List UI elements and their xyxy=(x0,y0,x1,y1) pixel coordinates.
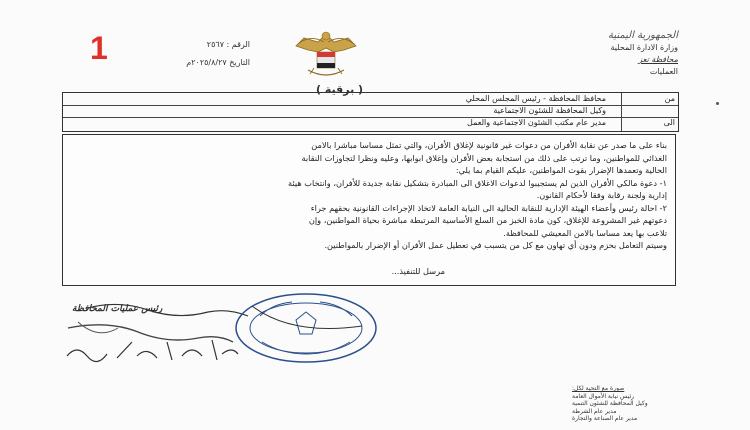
cc-line: مدير عام الشرطة xyxy=(572,407,617,415)
from-line-1: محافظ المحافظة - رئيس المجلس المحلي xyxy=(465,94,606,103)
body-line: دعوتهم غير المشروعة للإغلاق، كون مادة الخبز من السلع الأساسية المرتبطة مباشرة بحياة المواطنين، وإن xyxy=(308,215,667,225)
page-number-marker: 1 xyxy=(90,30,108,66)
body-line: وسيتم التعامل بحزم ودون أي تهاون مع كل من يتسبب في تعطيل عمل الأفران أو الإضرار بالمواطنين. xyxy=(324,240,667,250)
ministry-label: وزارة الادارة المحلية xyxy=(610,43,678,52)
body-line: ١- دعوة مالكي الأفران الذين لم يستجيبوا لدعوات الاغلاق الى المبادرة بتشكيل نقابة جديدة للأفران، وانتخاب هيئة xyxy=(288,177,667,188)
governorate-label: محافظة تعز xyxy=(638,55,678,64)
signatory-title: رئيس عمليات المحافظة xyxy=(72,304,163,314)
from-line-2: وكيل المحافظة للشئون الاجتماعية xyxy=(493,106,606,115)
cc-line: مدير عام الصناعة والتجارة xyxy=(572,415,638,422)
handwritten-date-icon xyxy=(62,336,242,366)
cc-line: صورة مع التحية لكل: xyxy=(572,385,625,392)
message-body xyxy=(62,134,676,286)
body-line: ٢- احالة رئيس وأعضاء الهيئة الإدارية للنقابة الحالية الى النيابة العامة لاتخاذ الإجراءات القانونية بحقهم جراء xyxy=(310,202,667,213)
body-line: تلاعب بها يعد مساسا بالامن المعيشي للمحافظة. xyxy=(503,227,667,238)
body-line: بناء على ما صدر عن نقابة الأفران من دعوات غير قانونية لإغلاق الأفران، والتي تمثل مساسا مباشرا بالامن xyxy=(311,140,667,150)
cc-list xyxy=(572,385,672,423)
document-date: التاريخ ٢٠٢٥/٨/٢٧م xyxy=(186,58,250,67)
body-line: الحالية وتعمدها الإضرار بقوت المواطنين، عليكم القيام بما يلي: xyxy=(455,165,667,175)
department-label: العمليات xyxy=(649,67,678,76)
body-line: الغذائي للمواطنين، وما ترتب على ذلك من استجابة بعض الأفران وإغلاق ابوابها، وعليه ونظرا لتجاوزات النقابة xyxy=(301,152,667,163)
official-stamp-icon xyxy=(232,286,380,366)
yemen-eagle-emblem-icon xyxy=(290,28,362,80)
cc-line: رئيس نيابة الأموال العامة xyxy=(572,392,635,400)
to-row xyxy=(63,117,678,129)
to-line: مدير عام مكتب الشئون الاجتماعية والعمل xyxy=(467,118,606,127)
margin-dot xyxy=(716,102,719,105)
cc-line: وكيل المحافظة للشئون التنمية xyxy=(572,400,648,407)
document-title: ( برقية ) xyxy=(316,83,364,96)
header-left-block xyxy=(130,36,250,72)
closing-line: مرسل للتنفيذ... xyxy=(391,266,445,276)
header-right-block xyxy=(568,30,678,78)
republic-label: الجمهورية اليمنية xyxy=(607,30,678,41)
body-line: إدارية ولجنة رقابة وفقا لأحكام القانون. xyxy=(536,190,667,200)
to-label: الى xyxy=(663,118,675,127)
from-label: من xyxy=(664,94,675,103)
reference-number: الرقم : ٢٥٦٧ xyxy=(206,40,250,49)
routing-table xyxy=(62,92,679,132)
